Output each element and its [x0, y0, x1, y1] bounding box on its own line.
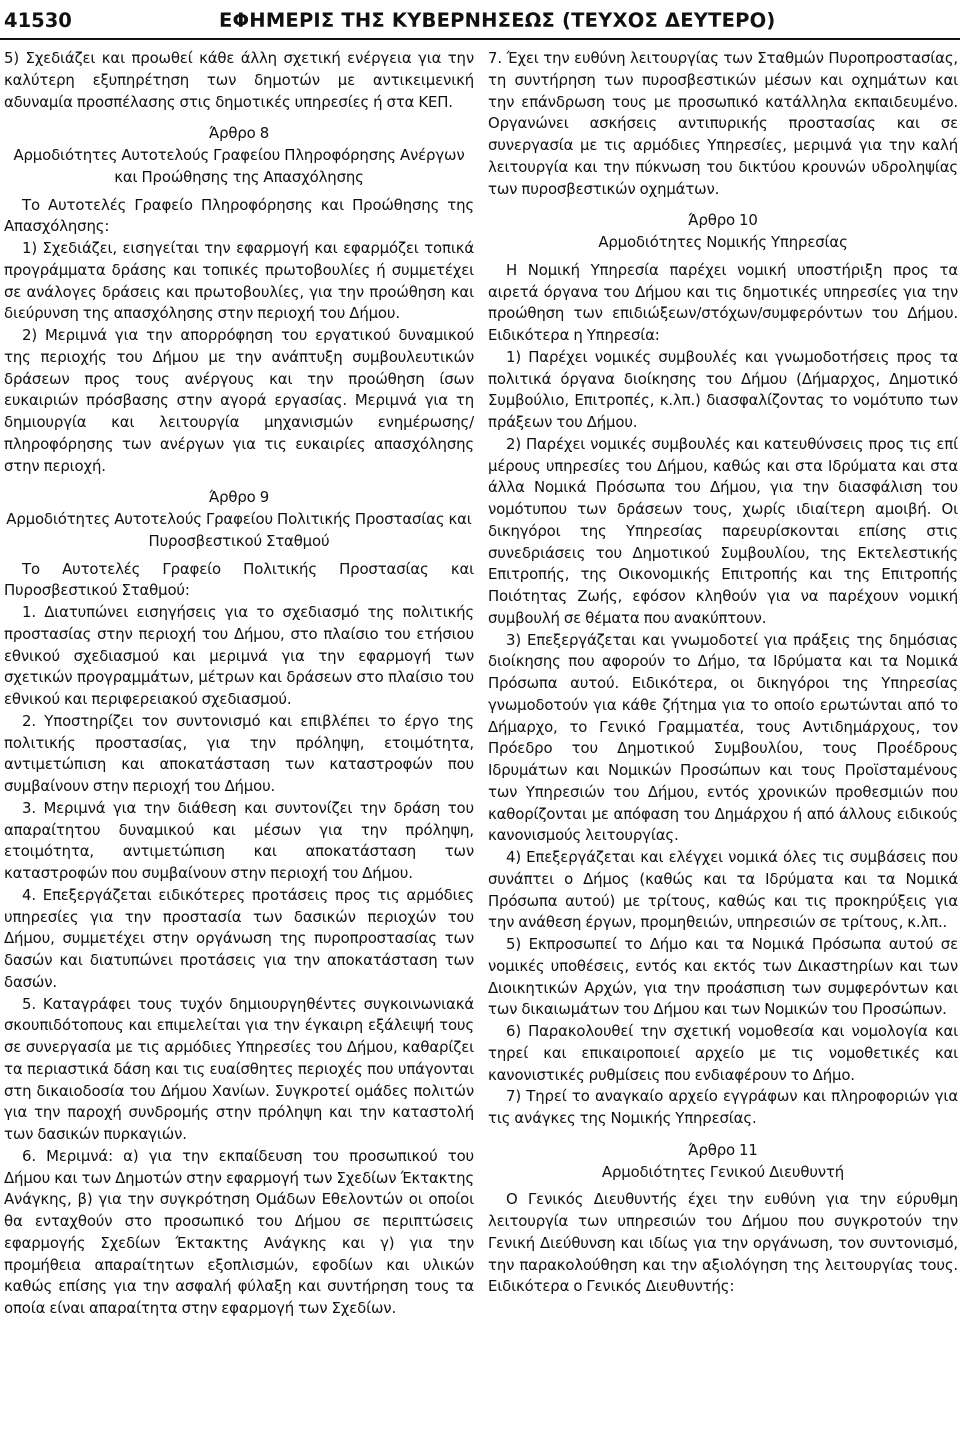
article11-title: Αρμοδιότητες Γενικού Διευθυντή [601, 1162, 845, 1181]
article11-number: Άρθρο 11 [688, 1140, 758, 1159]
article10-intro: Η Νομική Υπηρεσία παρέχει νομική υποστήριξη προς τα αιρετά όργανα του Δήμου και τις δημοτικές υπηρεσίες για την προώθηση των επιδιώξεων/στόχων/συμφερόντων του Δήμου. Ειδικότερα η Υπηρεσία: [488, 260, 958, 344]
article9-item5: 5. Καταγράφει τους τυχόν δημιουργηθέντες συγκοινωνιακά σκουπιδότοπους και επιμελείται για την έγκαιρη εξάλειψή τους σε συνεργασία με τις αρμόδιες Υπηρεσίες του Δήμου, καθαρίζει τα περιαστικά δάση και τις ευαίσθητες περιοχές που υπάγονται στη δικαιοδοσία του Δήμου Χανίων. Συγκροτεί ομάδες πολιτών για την παροχή συνδρομής στην πρόληψη και την καταστολή των δασικών πυρκαγιών. [4, 994, 474, 1143]
article9-item7: 7. Έχει την ευθύνη λειτουργίας των Σταθμών Πυροπροστασίας, τη συντήρηση των πυροσβεστικών μέσων και οχημάτων και την επάνδρωση τους με προσωπικό κατάλληλα εκπαιδευμένο. Οργανώνει ασκήσεις αντιπυρικής προστασίας και σε συνεργασία με τις αρμόδιες Υπηρεσίες, μεριμνά για την καλή λειτουργία και την πύκνωση του δικτύου κρουνών υδροληψίας των πυροσβεστικών οχημάτων. [488, 49, 958, 198]
article9-item6: 6. Μεριμνά: α) για την εκπαίδευση του προσωπικού του Δήμου και των Δημοτών στην εφαρμογή των Σχεδίων Έκτακτης Ανάγκης, β) για την συγκρότηση Ομάδων Εθελοντών οι οποίοι θα ενταχθούν στο προσωπικό του Δήμου σε περιπτώσεις εφαρμογής Σχεδίων Έκτακτης Ανάγκης και γ) για την προμήθεια απαραίτητων εξοπλισμών, εφοδίων και υλικών καθώς επίσης για την ασφαλή φύλαξη και συντήρηση τους τα οποία είναι απαραίτητα στην εφαρμογή των Σχεδίων. [4, 1146, 474, 1317]
article10-item4: 4) Επεξεργάζεται και ελέγχει νομικά όλες τις συμβάσεις που συνάπτει ο Δήμος (καθώς και τα Ιδρύματα και τα Νομικά Πρόσωπα αυτού) με τρίτους, καθώς και τις προκηρύξεις για την ανάθεση έργων, προμηθειών, υπηρεσιών σε τρίτους, κ.λπ.. [488, 848, 958, 932]
article8-item2: 2) Μεριμνά για την απορρόφηση του εργατικού δυναμικού της περιοχής του Δήμου με την ανάπτυξη συμβουλευτικών δράσεων προς τους ανέργους και την προώθηση ίσων ευκαιριών πρόσβασης στην αγορά εργασίας. Μεριμνά για τη δημιουργία και λειτουργία μηχανισμών ενημέρωσης/πληροφόρησης των ανέργων για τις ευκαιρίες απασχόλησης στην περιοχή. [4, 326, 474, 475]
article9-item2: 2. Υποστηρίζει τον συντονισμό και επιβλέπει το έργο της πολιτικής προστασίας, για την πρόληψη, ετοιμότητα, αντιμετώπιση και αποκατάσταση των καταστροφών που συμβαίνουν στην περιοχή του Δήμου. [4, 711, 474, 795]
left-column [4, 48, 474, 1320]
item5-continuation: 5) Σχεδιάζει και προωθεί κάθε άλλη σχετική ενέργεια για την καλύτερη εξυπηρέτηση των δημοτών με αντικειμενική αδυναμία προσπέλασης στις δημοτικές υπηρεσίες ή στα ΚΕΠ. [4, 49, 474, 111]
article10-item6: 6) Παρακολουθεί την σχετική νομοθεσία και νομολογία και τηρεί και επικαιροποιεί αρχείο με τις νομοθετικές και κανονιστικές ρυθμίσεις που ενδιαφέρουν το Δήμο. [488, 1022, 958, 1084]
article10-item3: 3) Επεξεργάζεται και γνωμοδοτεί για πράξεις της δημόσιας διοίκησης που αφορούν το Δήμο, τα Ιδρύματα και τα Νομικά Πρόσωπα αυτού. Ειδικότερα, οι δικηγόροι της Υπηρεσίας γνωμοδοτούν για κάθε ζήτημα για το οποίο ερωτώνται από το Δήμαρχο, το Γενικό Γραμματέα, τους Αντιδημάρχους, τον Πρόεδρο του Δημοτικού Συμβουλίου, τους Προέδρους Ιδρυμάτων και Νομικών Προσώπων και τους Προϊσταμένους των Υπηρεσιών του Δήμου, εντός χρονικών προθεσμιών που καθορίζονται με απόφαση του Δημάρχου ή από άλλους ειδικούς κανονισμούς λειτουργίας. [488, 630, 958, 845]
article10-item5: 5) Εκπροσωπεί το Δήμο και τα Νομικά Πρόσωπα αυτού σε νομικές υποθέσεις, εντός και εκτός των Δικαστηρίων και των Διοικητικών Αρχών, για την προάσπιση των συμφερόντων και των δικαιωμάτων του Δήμου και των Νομικών του Προσώπων. [488, 935, 958, 1019]
article8-item1: 1) Σχεδιάζει, εισηγείται την εφαρμογή και εφαρμόζει τοπικά προγράμματα δράσης και τοπικές πρωτοβουλίες ή συμμετέχει σε ανάλογες δράσεις και πρωτοβουλίες, για την προώθηση και διεύρυνση της απασχόλησης στην περιοχή του Δήμου. [4, 239, 474, 323]
article8-title: Αρμοδιότητες Αυτοτελούς Γραφείου Πληροφόρησης Ανέργων και Προώθησης της Απασχόλησης [13, 146, 465, 186]
article9-number: Άρθρο 9 [208, 488, 270, 507]
article10-item1: 1) Παρέχει νομικές συμβουλές και γνωμοδοτήσεις προς τα πολιτικά όργανα διοίκησης του Δήμου (Δήμαρχος, Δημοτικό Συμβούλιο, Επιτροπές, κ.λπ.) διασφαλίζοντας το νομότυπο των πράξεων του Δήμου. [488, 347, 958, 431]
article11-intro: Ο Γενικός Διευθυντής έχει την ευθύνη για την εύρυθμη λειτουργία των υπηρεσιών του Δήμου που συγκροτούν την Γενική Διεύθυνση και ιδίως για την οργάνωση, τον συντονισμό, την παρακολούθηση και την αξιολόγηση της λειτουργίας τους. Ειδικότερα ο Γενικός Διευθυντής: [488, 1190, 958, 1296]
article9-item3: 3. Μεριμνά για την διάθεση και συντονίζει την δράση του απαραίτητου δυναμικού και μέσων για την πρόληψη, ετοιμότητα, αντιμετώπιση και αποκατάσταση των καταστροφών που συμβαίνουν στην περιοχή του Δήμου. [4, 798, 474, 882]
article9-item1: 1. Διατυπώνει εισηγήσεις για το σχεδιασμό της πολιτικής προστασίας στην περιοχή του Δήμου, στο πλαίσιο του ετήσιου εθνικού σχεδιασμού και μεριμνά για την εφαρμογή των σχετικών προγραμμάτων, μέτρων και δράσεων στο πλαίσιο του εθνικού και περιφερειακού σχεδιασμού. [4, 603, 474, 708]
article8-intro: Το Αυτοτελές Γραφείο Πληροφόρησης και Προώθησης της Απασχόλησης: [4, 195, 474, 236]
article8-number: Άρθρο 8 [208, 124, 270, 143]
page-header [0, 0, 960, 40]
journal-title: ΕΦΗΜΕΡΙΣ ΤΗΣ ΚΥΒΕΡΝΗΣΕΩΣ (ΤΕΥΧΟΣ ΔΕΥΤΕΡΟ) [219, 8, 776, 32]
header-rule [0, 38, 960, 40]
right-column [488, 48, 958, 1298]
page-number: 41530 [4, 8, 72, 32]
article9-item4: 4. Επεξεργάζεται ειδικότερες προτάσεις προς τις αρμόδιες υπηρεσίες για την προστασία των δασικών περιοχών του Δήμου, συμμετέχει στην οργάνωση της πυροπροστασίας των δασών και διατυπώνει προτάσεις για την αποκατάσταση των δασών. [4, 885, 474, 991]
article10-item2: 2) Παρέχει νομικές συμβουλές και κατευθύνσεις προς τις επί μέρους υπηρεσίες του Δήμου, καθώς και στα Ιδρύματα και στα άλλα Νομικά Πρόσωπα του Δήμου, για την διασφάλιση του νομότυπου των δράσεων τους, χωρίς ιδιαίτερη αμοιβή. Οι δικηγόροι της Υπηρεσίας παρευρίσκονται επίσης στις συνεδριάσεις του Δημοτικού Συμβουλίου, της Εκτελεστικής Επιτροπής, της Οικονομικής Επιτροπής και της Επιτροπής Ποιότητας Ζωής, εφόσον κληθούν για να παρέχουν νομική συμβουλή σε θέματα που ανακύπτουν. [488, 434, 958, 627]
article9-title: Αρμοδιότητες Αυτοτελούς Γραφείου Πολιτικής Προστασίας και Πυροσβεστικού Σταθμού [6, 510, 472, 550]
article10-title: Αρμοδιότητες Νομικής Υπηρεσίας [598, 233, 848, 251]
article10-number: Άρθρο 10 [688, 211, 758, 230]
article10-item7: 7) Τηρεί το αναγκαίο αρχείο εγγράφων και πληροφοριών για τις ανάγκες της Νομικής Υπηρεσίας. [488, 1087, 958, 1127]
article9-intro: Το Αυτοτελές Γραφείο Πολιτικής Προστασίας και Πυροσβεστικού Σταθμού: [4, 559, 474, 600]
